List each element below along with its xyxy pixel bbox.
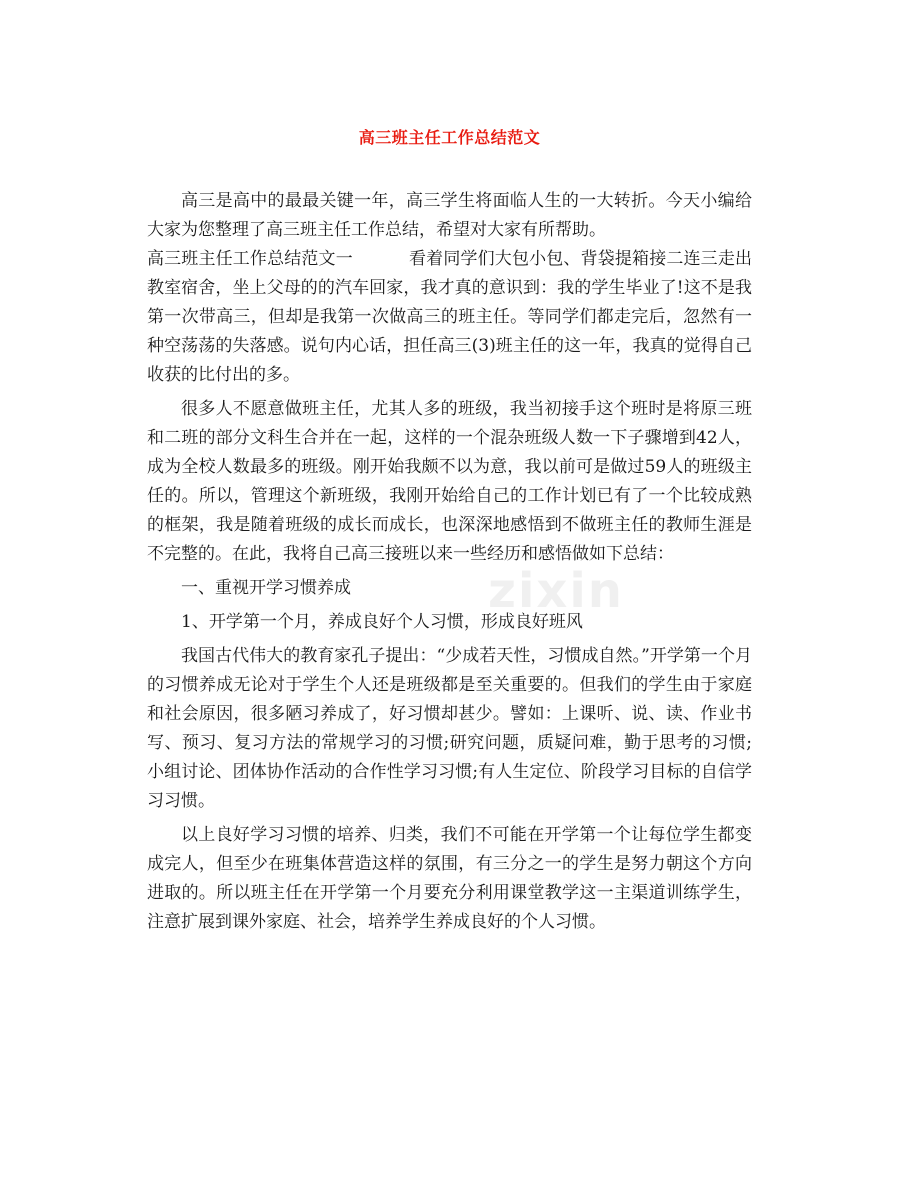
intro-paragraph: 高三是高中的最最关键一年，高三学生将面临人生的一大转折。今天小编给大家为您整理了高三班主任工作总结，希望对大家有所帮助。 — [147, 191, 752, 240]
watermark: zixin — [488, 563, 624, 619]
section1-label: 高三班主任工作总结范文一 — [147, 249, 353, 269]
heading-1-1: 1、开学第一个月，养成良好个人习惯，形成良好班风 — [181, 612, 583, 632]
paragraph-4: 以上良好学习习惯的培养、归类，我们不可能在开学第一个让每位学生都变成完人，但至少在班集体营造这样的氛围，有三分之一的学生是努力朝这个方向进取的。所以班主任在开学第一个月要充分利用课堂教学这一主渠道训练学生，注意扩展到课外家庭、社会，培养学生养成良好的个人习惯。 — [147, 825, 752, 932]
section1-text: 看着同学们大包小包、背袋提箱接二连三走出教室宿舍，坐上父母的的汽车回家，我才真的意识到：我的学生毕业了!这不是我第一次带高三，但却是我第一次做高三的班主任。等同学们都走完后，忽然有一种空荡荡的失落感。说句内心话，担任高三(3)班主任的这一年，我真的觉得自己收获的比付出的多。 — [147, 249, 752, 385]
paragraph-3: 我国古代伟大的教育家孔子提出：“少成若天性，习惯成自然。”开学第一个月的习惯养成无论对于学生个人还是班级都是至关重要的。但我们的学生由于家庭和社会原因，很多陋习养成了，好习惯却甚少。譬如：上课听、说、读、作业书写、预习、复习方法的常规学习的习惯;研究问题，质疑问难，勤于思考的习惯;小组讨论、团体协作活动的合作性学习习惯;有人生定位、阶段学习目标的自信学习习惯。 — [147, 646, 752, 811]
document-body — [147, 187, 752, 937]
heading-1: 一、重视开学习惯养成 — [181, 578, 351, 598]
section1-paragraph — [147, 245, 752, 390]
document-title: 高三班主任工作总结范文 — [358, 128, 541, 147]
paragraph-2: 很多人不愿意做班主任，尤其人多的班级，我当初接手这个班时是将原三班和二班的部分文科生合并在一起，这样的一个混杂班级人数一下子骤增到42人，成为全校人数最多的班级。刚开始我颇不以为意，我以前可是做过59人的班级主任的。所以，管理这个新班级，我刚开始给自己的工作计划已有了一个比较成熟的框架，我是随着班级的成长而成长，也深深地感悟到不做班主任的教师生涯是不完整的。在此，我将自己高三接班以来一些经历和感悟做如下总结： — [147, 399, 752, 564]
